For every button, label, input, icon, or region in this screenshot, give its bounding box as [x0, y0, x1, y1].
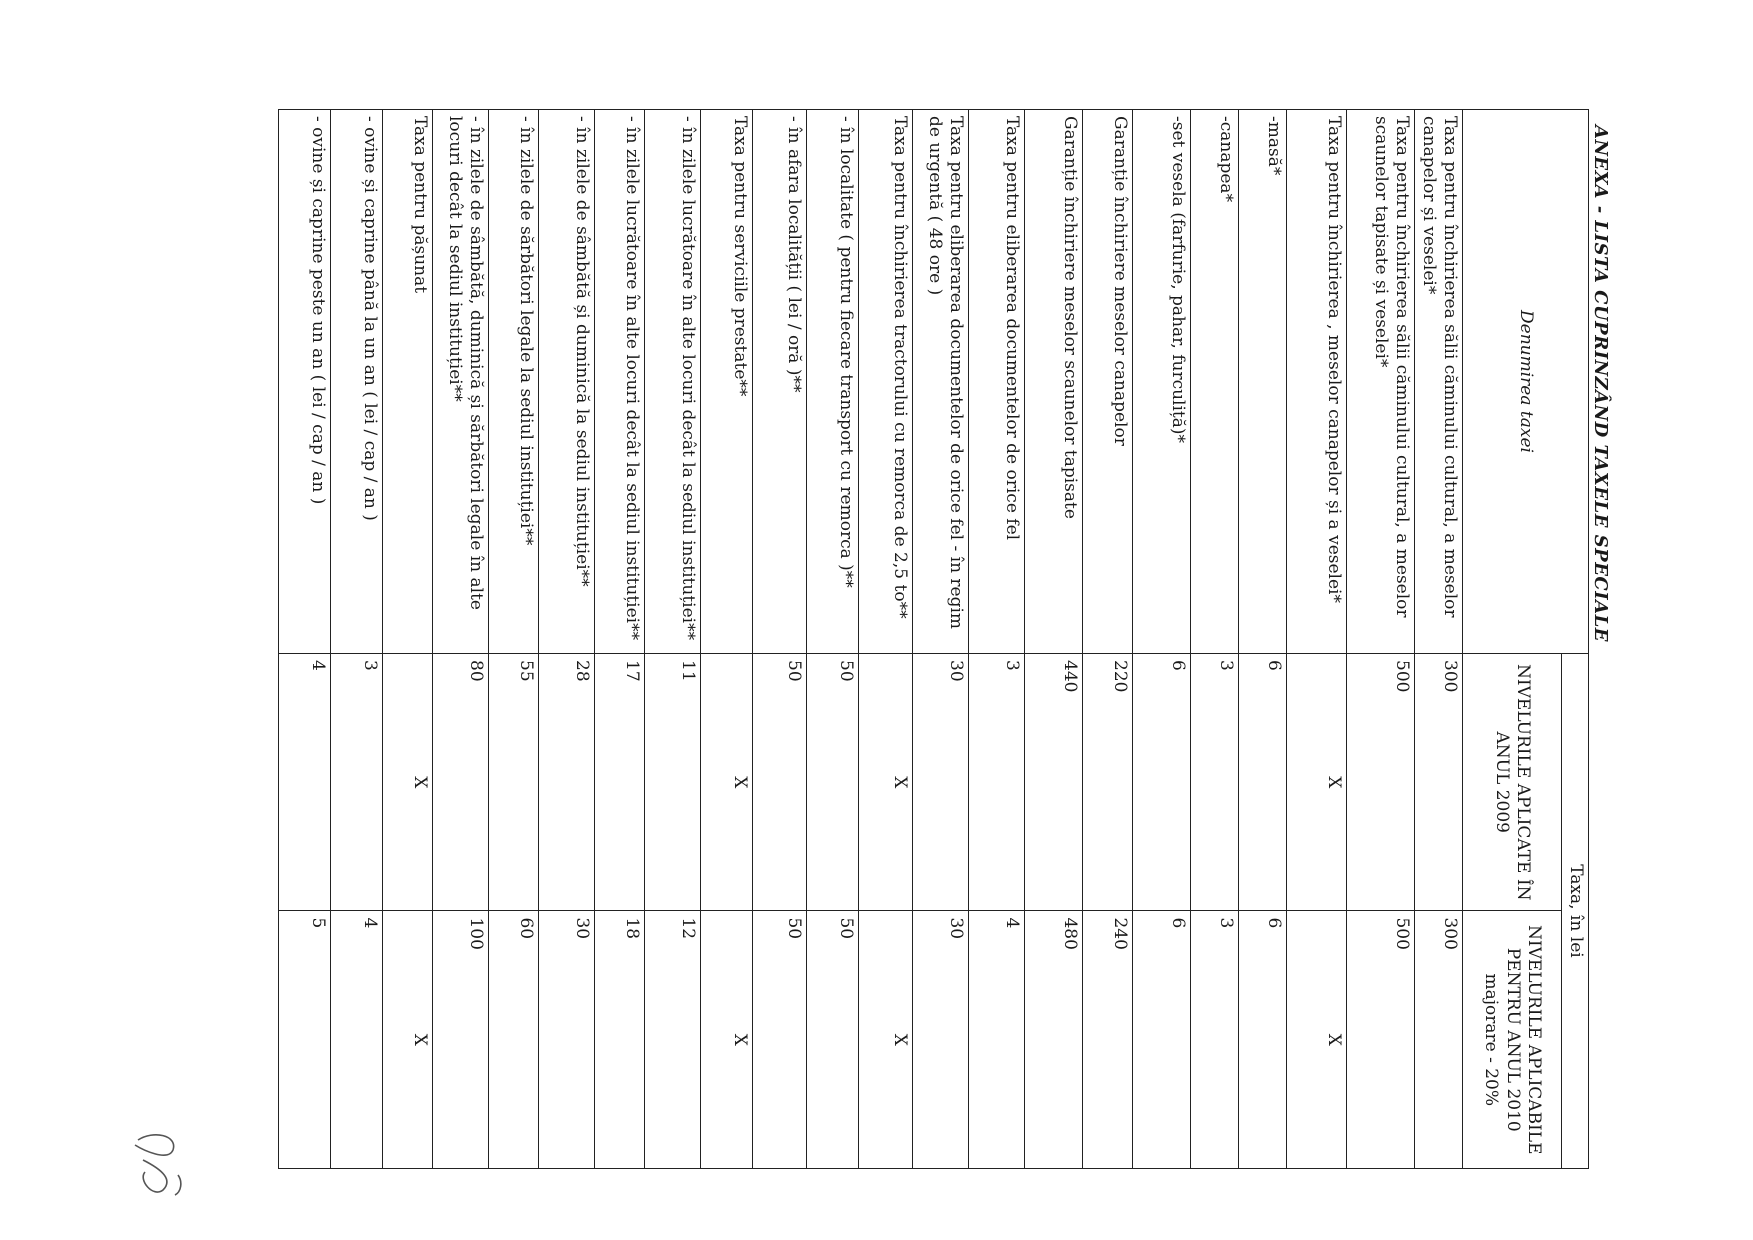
table-row	[1415, 110, 1463, 1169]
value-2009-cell: 55	[489, 654, 539, 911]
value-2009-cell: 30	[913, 654, 969, 911]
tax-name-cell: - ovine și caprine peste un an ( lei / cap / an )	[279, 110, 331, 654]
value-2009-cell: 6	[1133, 654, 1191, 911]
value-2009-cell: X	[859, 654, 913, 911]
value-2010-cell: 3	[1191, 911, 1239, 1169]
value-2009-cell: 440	[1025, 654, 1083, 911]
tax-name-cell: Garanție închiriere meselor canapelor	[1083, 110, 1133, 654]
table-row	[807, 110, 859, 1169]
value-2010-cell: 5	[279, 911, 331, 1169]
table-row	[489, 110, 539, 1169]
value-2010-cell: 30	[539, 911, 595, 1169]
value-2010-cell: X	[701, 911, 753, 1169]
value-2010-cell: 12	[645, 911, 701, 1169]
table-row	[913, 110, 969, 1169]
tax-name-cell: Taxa pentru închirierea sălii căminului cultural, a meselor scaunelor tapisate și veselei*	[1347, 110, 1415, 654]
value-2010-cell: X	[1287, 911, 1347, 1169]
value-2009-cell: 3	[331, 654, 383, 911]
table-row	[1133, 110, 1191, 1169]
value-2009-cell: 50	[753, 654, 807, 911]
value-2009-cell: 4	[279, 654, 331, 911]
special-taxes-table	[279, 109, 1590, 1169]
value-2010-cell: 60	[489, 911, 539, 1169]
tax-name-cell: Taxa pentru pășunat	[383, 110, 433, 654]
table-row	[1083, 110, 1133, 1169]
header-2009-levels: NIVELURILE APLICATE ÎN ANUL 2009	[1463, 654, 1562, 911]
table-row	[1239, 110, 1287, 1169]
tax-name-cell: Taxa pentru închirierea sălii căminului cultural, a meselor canapelor și veselei*	[1415, 110, 1463, 654]
table-row	[279, 110, 331, 1169]
value-2009-cell: 3	[969, 654, 1025, 911]
value-2009-cell: 220	[1083, 654, 1133, 911]
value-2010-cell: 500	[1347, 911, 1415, 1169]
value-2010-cell: 100	[433, 911, 489, 1169]
value-2009-cell: 50	[807, 654, 859, 911]
tax-name-cell: - în localitate ( pentru fiecare transport cu remorca )**	[807, 110, 859, 654]
value-2010-cell: 50	[807, 911, 859, 1169]
tax-name-cell: Taxa pentru închirierea tractorului cu remorca de 2,5 to**	[859, 110, 913, 654]
value-2009-cell: 28	[539, 654, 595, 911]
value-2010-cell: 300	[1415, 911, 1463, 1169]
tax-name-cell: -masă*	[1239, 110, 1287, 654]
table-row	[433, 110, 489, 1169]
value-2010-cell: 6	[1133, 911, 1191, 1169]
table-row	[859, 110, 913, 1169]
table-row	[1191, 110, 1239, 1169]
header-tax-name: Denumirea taxei	[1463, 110, 1589, 654]
value-2009-cell: X	[1287, 654, 1347, 911]
value-2009-cell: 17	[595, 654, 645, 911]
tax-name-cell: Taxa pentru eliberarea documentelor de orice fel - în regim de urgentă ( 48 ore )	[913, 110, 969, 654]
tax-name-cell: -canapea*	[1191, 110, 1239, 654]
value-2010-cell: 18	[595, 911, 645, 1169]
tax-name-cell: Garanție închiriere meselor scaunelor tapisate	[1025, 110, 1083, 654]
value-2009-cell: 6	[1239, 654, 1287, 911]
header-unit: Taxa, în lei	[1562, 654, 1589, 1169]
table-row	[539, 110, 595, 1169]
value-2009-cell: 3	[1191, 654, 1239, 911]
table-row	[1025, 110, 1083, 1169]
header-2010-levels: NIVELURILE APLICABILE PENTRU ANUL 2010 majorare - 20%	[1463, 911, 1562, 1169]
value-2010-cell: 240	[1083, 911, 1133, 1169]
table-body	[279, 110, 1463, 1169]
tax-name-cell: - în zilele lucrătoare în alte locuri decât la sediul instituției**	[595, 110, 645, 654]
tax-name-cell: - în afara localității ( lei / oră )**	[753, 110, 807, 654]
value-2010-cell: 30	[913, 911, 969, 1169]
tax-name-cell: -set vesela (farfurie, pahar, furculiță)*	[1133, 110, 1191, 654]
value-2009-cell: X	[383, 654, 433, 911]
tax-name-cell: - în zilele de sâmbătă și duminică la sediul instituției**	[539, 110, 595, 654]
value-2010-cell: X	[859, 911, 913, 1169]
table-row	[753, 110, 807, 1169]
tax-name-cell: - ovine și caprine până la un an ( lei / cap / an )	[331, 110, 383, 654]
value-2010-cell: 4	[331, 911, 383, 1169]
value-2009-cell: X	[701, 654, 753, 911]
value-2009-cell: 500	[1347, 654, 1415, 911]
value-2009-cell: 11	[645, 654, 701, 911]
table-row	[701, 110, 753, 1169]
value-2010-cell: X	[383, 911, 433, 1169]
value-2009-cell: 80	[433, 654, 489, 911]
table-row	[383, 110, 433, 1169]
table-row	[645, 110, 701, 1169]
value-2010-cell: 480	[1025, 911, 1083, 1169]
value-2010-cell: 50	[753, 911, 807, 1169]
table-row	[969, 110, 1025, 1169]
document-title: ANEXA - LISTA CUPRINZÂND TAXELE SPECIALE	[1590, 125, 1611, 643]
table-row	[1287, 110, 1347, 1169]
table-row	[595, 110, 645, 1169]
tax-name-cell: - în zilele de sărbători legale la sediul instituției**	[489, 110, 539, 654]
table-row	[1347, 110, 1415, 1169]
handwritten-signature	[123, 1120, 193, 1210]
value-2010-cell: 4	[969, 911, 1025, 1169]
table-row	[331, 110, 383, 1169]
tax-name-cell: Taxa pentru serviciile prestate**	[701, 110, 753, 654]
value-2009-cell: 300	[1415, 654, 1463, 911]
tax-name-cell: - în zilele de sâmbătă, duminică și sărbători legale în alte locuri decât la sediul instituției**	[433, 110, 489, 654]
tax-name-cell: Taxa pentru eliberarea documentelor de orice fel	[969, 110, 1025, 654]
tax-name-cell: - în zilele lucrătoare în alte locuri decât la sediul instituției**	[645, 110, 701, 654]
tax-name-cell: Taxa pentru închirierea , meselor canapelor și a veselei*	[1287, 110, 1347, 654]
value-2010-cell: 6	[1239, 911, 1287, 1169]
